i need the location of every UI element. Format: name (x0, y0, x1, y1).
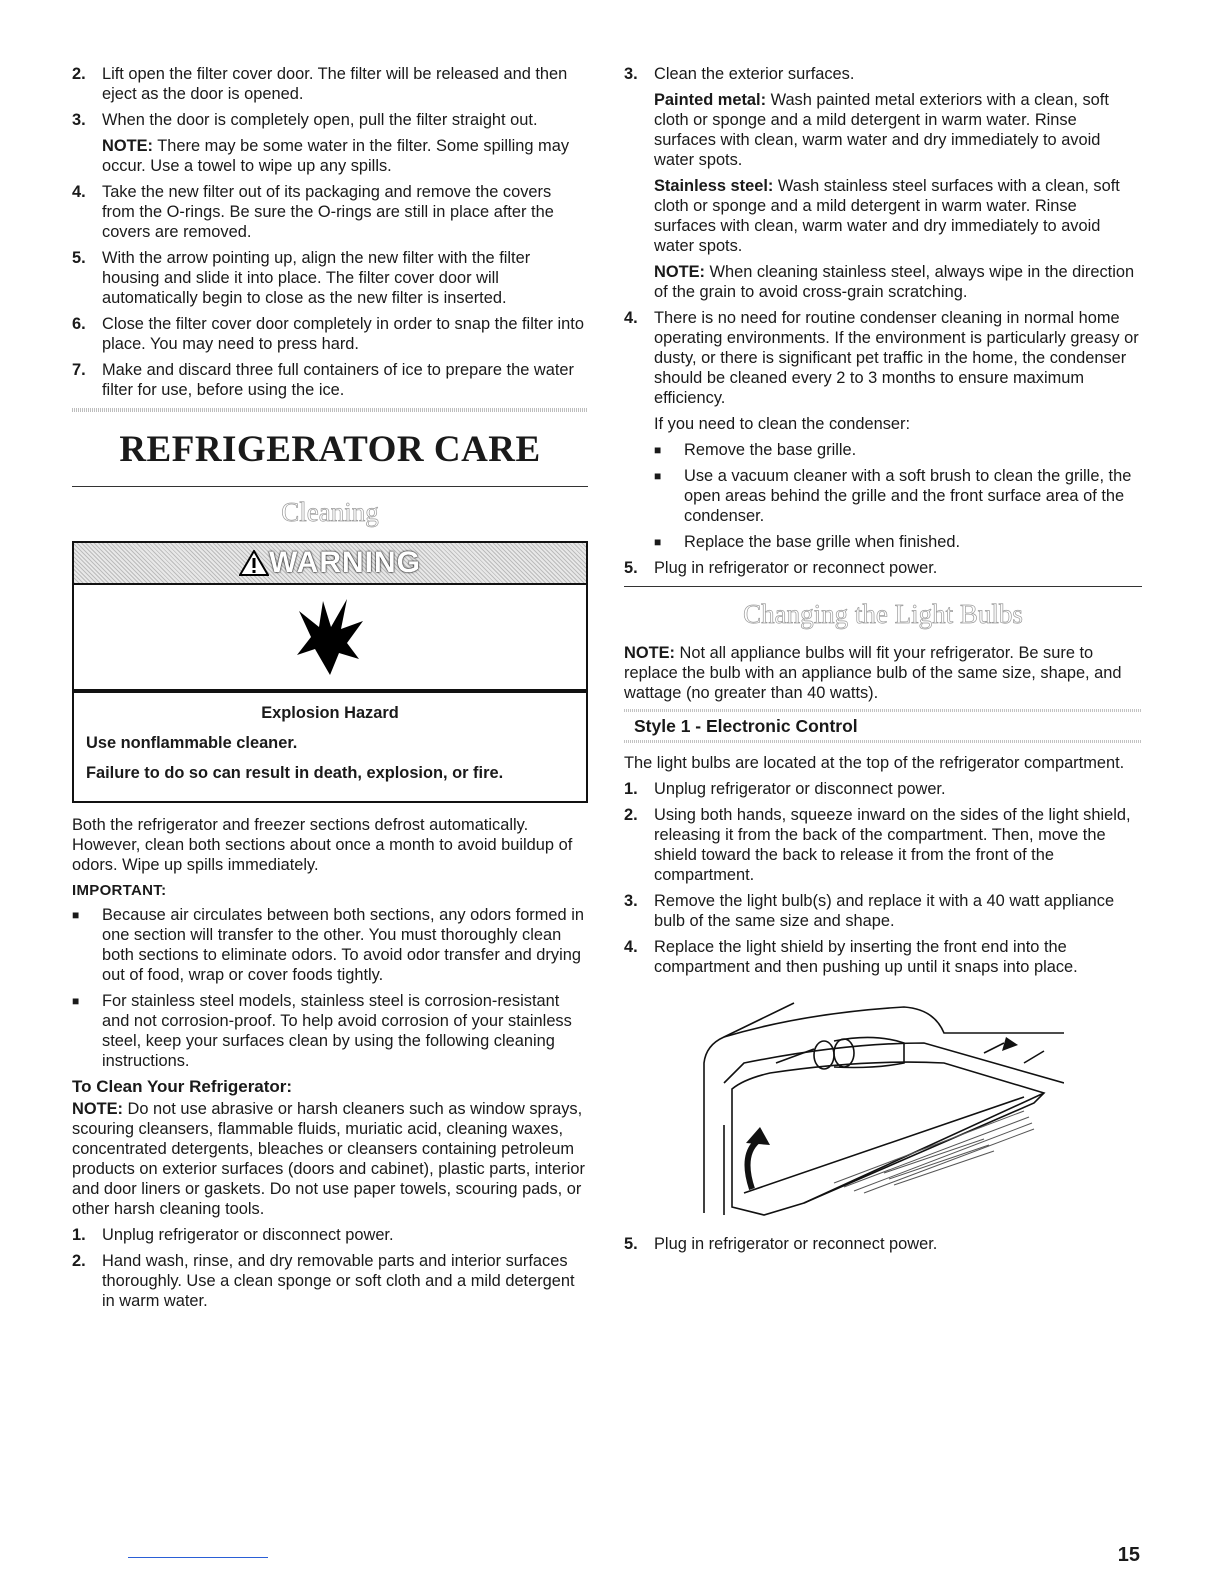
list-item: 2. Using both hands, squeeze inward on the sides of the light shield, releasing it from the back of the compartment. Then, move the shield toward the back to release it from the front of the compartment. (624, 806, 1131, 884)
stainless-steel-text: Stainless steel: Wash stainless steel surfaces with a clean, soft cloth or sponge and a mild detergent in warm water. Rinse surfaces with clean, warm water and dry immediately to avoid water spots. (654, 177, 1120, 255)
list-item: 4. Replace the light shield by inserting the front end into the compartment and then pushing up until it snaps into place. (624, 938, 1078, 976)
bulbs-note: NOTE: Not all appliance bulbs will fit your refrigerator. Be sure to replace the bulb with an appliance bulb of the same size, shape, and wattage (no greater than 40 watts). (624, 644, 1122, 702)
left-column (72, 64, 588, 1317)
right-column (624, 64, 1142, 1260)
explosion-icon (295, 597, 365, 677)
list-item: 2. Lift open the filter cover door. The filter will be released and then eject as the door is opened. (72, 65, 568, 103)
important-label: IMPORTANT: (72, 882, 167, 899)
warning-icon-row (74, 585, 586, 692)
warning-line: Failure to do so can result in death, explosion, or fire. (86, 764, 504, 782)
cleaning-intro: Both the refrigerator and freezer sections defrost automatically. However, clean both sections about once a month to avoid buildup of odors. Wipe up spills immediately. (72, 816, 573, 874)
square-bullet-icon: ■ (72, 994, 80, 1008)
square-bullet-icon: ■ (72, 908, 80, 922)
list-item: 4. There is no need for routine condenser cleaning in normal home operating environments. If the environment is particularly greasy or dusty, or there is significant pet traffic in the home, the condenser should be cleaned every 2 to 3 months to ensure maximum efficiency. (624, 309, 1139, 407)
page-number: 15 (1117, 1544, 1140, 1566)
list-item: 3. When the door is completely open, pull the filter straight out. (72, 111, 538, 129)
painted-metal-text: Painted metal: Wash painted metal exteriors with a clean, soft cloth or sponge and a mild detergent in warm water. Rinse surfaces with clean, warm water and dry immediately to avoid water spots. (654, 91, 1109, 169)
list-item: 6. Close the filter cover door completely in order to snap the filter into place. You may need to press hard. (72, 315, 584, 353)
list-item: 1. Unplug refrigerator or disconnect power. (72, 1226, 394, 1244)
list-item: ■ Because air circulates between both sections, any odors formed in one section will transfer to the other. You must thoroughly clean both sections to eliminate odors. To avoid odor transfer and drying out of food, wrap or cover foods tightly. (72, 906, 584, 984)
list-item: ■ For stainless steel models, stainless steel is corrosion-resistant and not corrosion-proof. To help avoid corrosion of your stainless steel, keep your surfaces clean by using the following cleaning instructions. (72, 992, 572, 1070)
light-shield-illustration (684, 993, 1064, 1223)
hazard-title: Explosion Hazard (261, 704, 399, 722)
warning-body (74, 692, 586, 801)
square-bullet-icon: ■ (654, 469, 662, 483)
list-item: ■ Replace the base grille when finished. (654, 533, 961, 551)
list-item: 5. Plug in refrigerator or reconnect power. (624, 1235, 938, 1253)
stainless-note: NOTE: When cleaning stainless steel, always wipe in the direction of the grain to avoid cross-grain scratching. (654, 263, 1135, 301)
list-item: 2. Hand wash, rinse, and dry removable parts and interior surfaces thoroughly. Use a clean sponge or soft cloth and a mild detergent in warm water. (72, 1252, 575, 1310)
warning-box (72, 541, 588, 803)
page-title: REFRIGERATOR CARE (119, 429, 541, 470)
section-divider (624, 586, 1142, 587)
list-item: 1. Unplug refrigerator or disconnect power. (624, 780, 946, 798)
warning-header (74, 543, 586, 585)
warning-word: WARNING (269, 546, 421, 579)
warning-line: Use nonflammable cleaner. (86, 734, 298, 752)
condenser-intro: If you need to clean the condenser: (654, 415, 911, 433)
list-item: ■ Remove the base grille. (654, 441, 857, 459)
warning-triangle-icon (239, 550, 269, 576)
footer-line (128, 1557, 268, 1558)
section-title-light-bulbs: Changing the Light Bulbs (743, 599, 1023, 629)
style-divider-bottom (624, 740, 1142, 743)
clean-note: NOTE: Do not use abrasive or harsh cleaners such as window sprays, scouring cleansers, flammable fluids, muriatic acid, cleaning waxes, concentrated detergents, bleaches or cleansers containing petroleum products on exterior surfaces (doors and cabinet), plastic parts, interior and door liners or gaskets. Do not use paper towels, scouring pads, or other harsh cleaning tools. (72, 1100, 585, 1218)
style-title: Style 1 - Electronic Control (634, 716, 858, 736)
filter-note: NOTE: There may be some water in the filter. Some spilling may occur. Use a towel to wipe up any spills. (102, 137, 570, 175)
section-divider (72, 408, 588, 412)
list-item: 5. Plug in refrigerator or reconnect power. (624, 559, 938, 577)
section-title-cleaning: Cleaning (281, 497, 379, 527)
square-bullet-icon: ■ (654, 443, 662, 457)
list-item: 5. With the arrow pointing up, align the new filter with the filter housing and slide it into place. The filter cover door will automatically begin to close as the new filter is inserted. (72, 249, 531, 307)
style-intro: The light bulbs are located at the top of the refrigerator compartment. (624, 754, 1125, 772)
square-bullet-icon: ■ (654, 535, 662, 549)
title-rule (72, 486, 588, 487)
clean-heading: To Clean Your Refrigerator: (72, 1077, 293, 1096)
list-item: 7. Make and discard three full containers of ice to prepare the water filter for use, before using the ice. (72, 361, 574, 399)
list-item: 3. Remove the light bulb(s) and replace it with a 40 watt appliance bulb of the same size and shape. (624, 892, 1115, 930)
list-item: 3. Clean the exterior surfaces. (624, 65, 855, 83)
list-item: 4. Take the new filter out of its packaging and remove the covers from the O-rings. Be sure the O-rings are still in place after the covers are removed. (72, 183, 554, 241)
list-item: ■ Use a vacuum cleaner with a soft brush to clean the grille, the open areas behind the grille and the front surface area of the condenser. (654, 467, 1132, 525)
